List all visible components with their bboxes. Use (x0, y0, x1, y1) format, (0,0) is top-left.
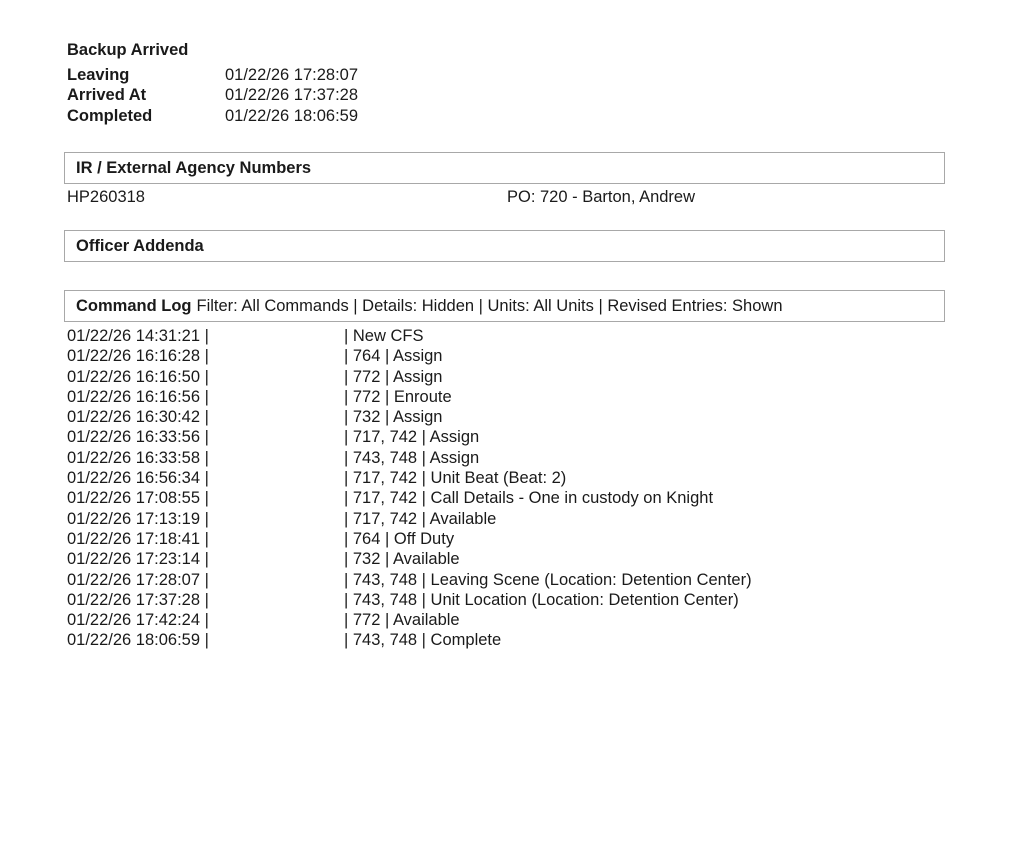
command-log-row (67, 326, 967, 346)
log-timestamp: 01/22/26 18:06:59 | (67, 631, 209, 650)
log-detail: | 717, 742 | Unit Beat (Beat: 2) (344, 469, 567, 488)
command-log-header-box (64, 290, 945, 322)
command-log-row (67, 407, 967, 427)
officer-addenda-header-box (64, 230, 945, 262)
command-log-row (67, 590, 967, 610)
command-log-row (67, 549, 967, 569)
log-timestamp: 01/22/26 17:28:07 | (67, 570, 209, 589)
log-timestamp: 01/22/26 17:13:19 | (67, 509, 209, 528)
log-timestamp: 01/22/26 16:16:56 | (67, 387, 209, 406)
log-timestamp: 01/22/26 16:33:58 | (67, 448, 209, 467)
command-log-row (67, 630, 967, 650)
backup-status-value: 01/22/26 17:37:28 (225, 86, 359, 105)
command-log-entries (67, 326, 967, 651)
command-log-title: Command Log (76, 296, 192, 315)
log-timestamp: 01/22/26 17:18:41 | (67, 529, 209, 548)
log-timestamp: 01/22/26 16:16:28 | (67, 347, 209, 366)
log-timestamp: 01/22/26 16:16:50 | (67, 367, 209, 386)
command-log-row (67, 448, 967, 468)
log-detail: | 772 | Available (344, 611, 460, 630)
backup-arrived-title: Backup Arrived (67, 41, 189, 59)
backup-status-label: Leaving (67, 66, 130, 84)
command-log-filters: Filter: All Commands | Details: Hidden | Units: All Units | Revised Entries: Shown (196, 296, 783, 315)
log-detail: | 717, 742 | Call Details - One in custody on Knight (344, 489, 714, 508)
log-timestamp: 01/22/26 17:42:24 | (67, 611, 209, 630)
backup-status-value: 01/22/26 17:28:07 (225, 66, 359, 84)
log-detail: | 743, 748 | Assign (344, 448, 480, 467)
primary-officer-value: PO: 720 - Barton, Andrew (507, 188, 696, 206)
ir-number-value: HP260318 (67, 188, 145, 206)
log-detail: | 732 | Available (344, 550, 460, 569)
log-detail: | 743, 748 | Unit Location (Location: Detention Center) (344, 590, 739, 609)
backup-status-rows (67, 65, 358, 126)
backup-status-row (67, 106, 358, 126)
log-detail: | 772 | Enroute (344, 387, 452, 406)
command-log-row (67, 529, 967, 549)
command-log-row (67, 509, 967, 529)
log-timestamp: 01/22/26 17:08:55 | (67, 489, 209, 508)
officer-addenda-header: Officer Addenda (76, 236, 204, 255)
backup-status-row (67, 85, 358, 105)
command-log-row (67, 427, 967, 447)
log-detail: | 743, 748 | Complete (344, 631, 502, 650)
command-log-row (67, 346, 967, 366)
log-timestamp: 01/22/26 16:30:42 | (67, 408, 209, 427)
log-timestamp: 01/22/26 17:37:28 | (67, 590, 209, 609)
ir-numbers-header-box (64, 152, 945, 184)
log-detail: | 764 | Assign (344, 347, 443, 366)
backup-status-label: Completed (67, 106, 153, 125)
log-timestamp: 01/22/26 16:33:56 | (67, 428, 209, 447)
command-log-row (67, 468, 967, 488)
backup-status-row (67, 65, 358, 85)
command-log-row (67, 387, 967, 407)
command-log-row (67, 367, 967, 387)
log-detail: | 772 | Assign (344, 367, 443, 386)
log-detail: | New CFS (344, 327, 424, 345)
log-detail: | 732 | Assign (344, 408, 443, 427)
log-detail: | 717, 742 | Available (344, 509, 497, 528)
command-log-row (67, 610, 967, 630)
log-detail: | 743, 748 | Leaving Scene (Location: Detention Center) (344, 570, 752, 589)
log-timestamp: 01/22/26 16:56:34 | (67, 469, 209, 488)
command-log-row (67, 488, 967, 508)
ir-numbers-row (67, 187, 945, 207)
backup-status-value: 01/22/26 18:06:59 (225, 106, 359, 125)
backup-status-label: Arrived At (67, 86, 147, 105)
command-log-row (67, 570, 967, 590)
log-timestamp: 01/22/26 17:23:14 | (67, 550, 209, 569)
log-detail: | 717, 742 | Assign (344, 428, 480, 447)
log-detail: | 764 | Off Duty (344, 529, 455, 548)
log-timestamp: 01/22/26 14:31:21 | (67, 327, 209, 345)
ir-numbers-header: IR / External Agency Numbers (76, 158, 312, 177)
